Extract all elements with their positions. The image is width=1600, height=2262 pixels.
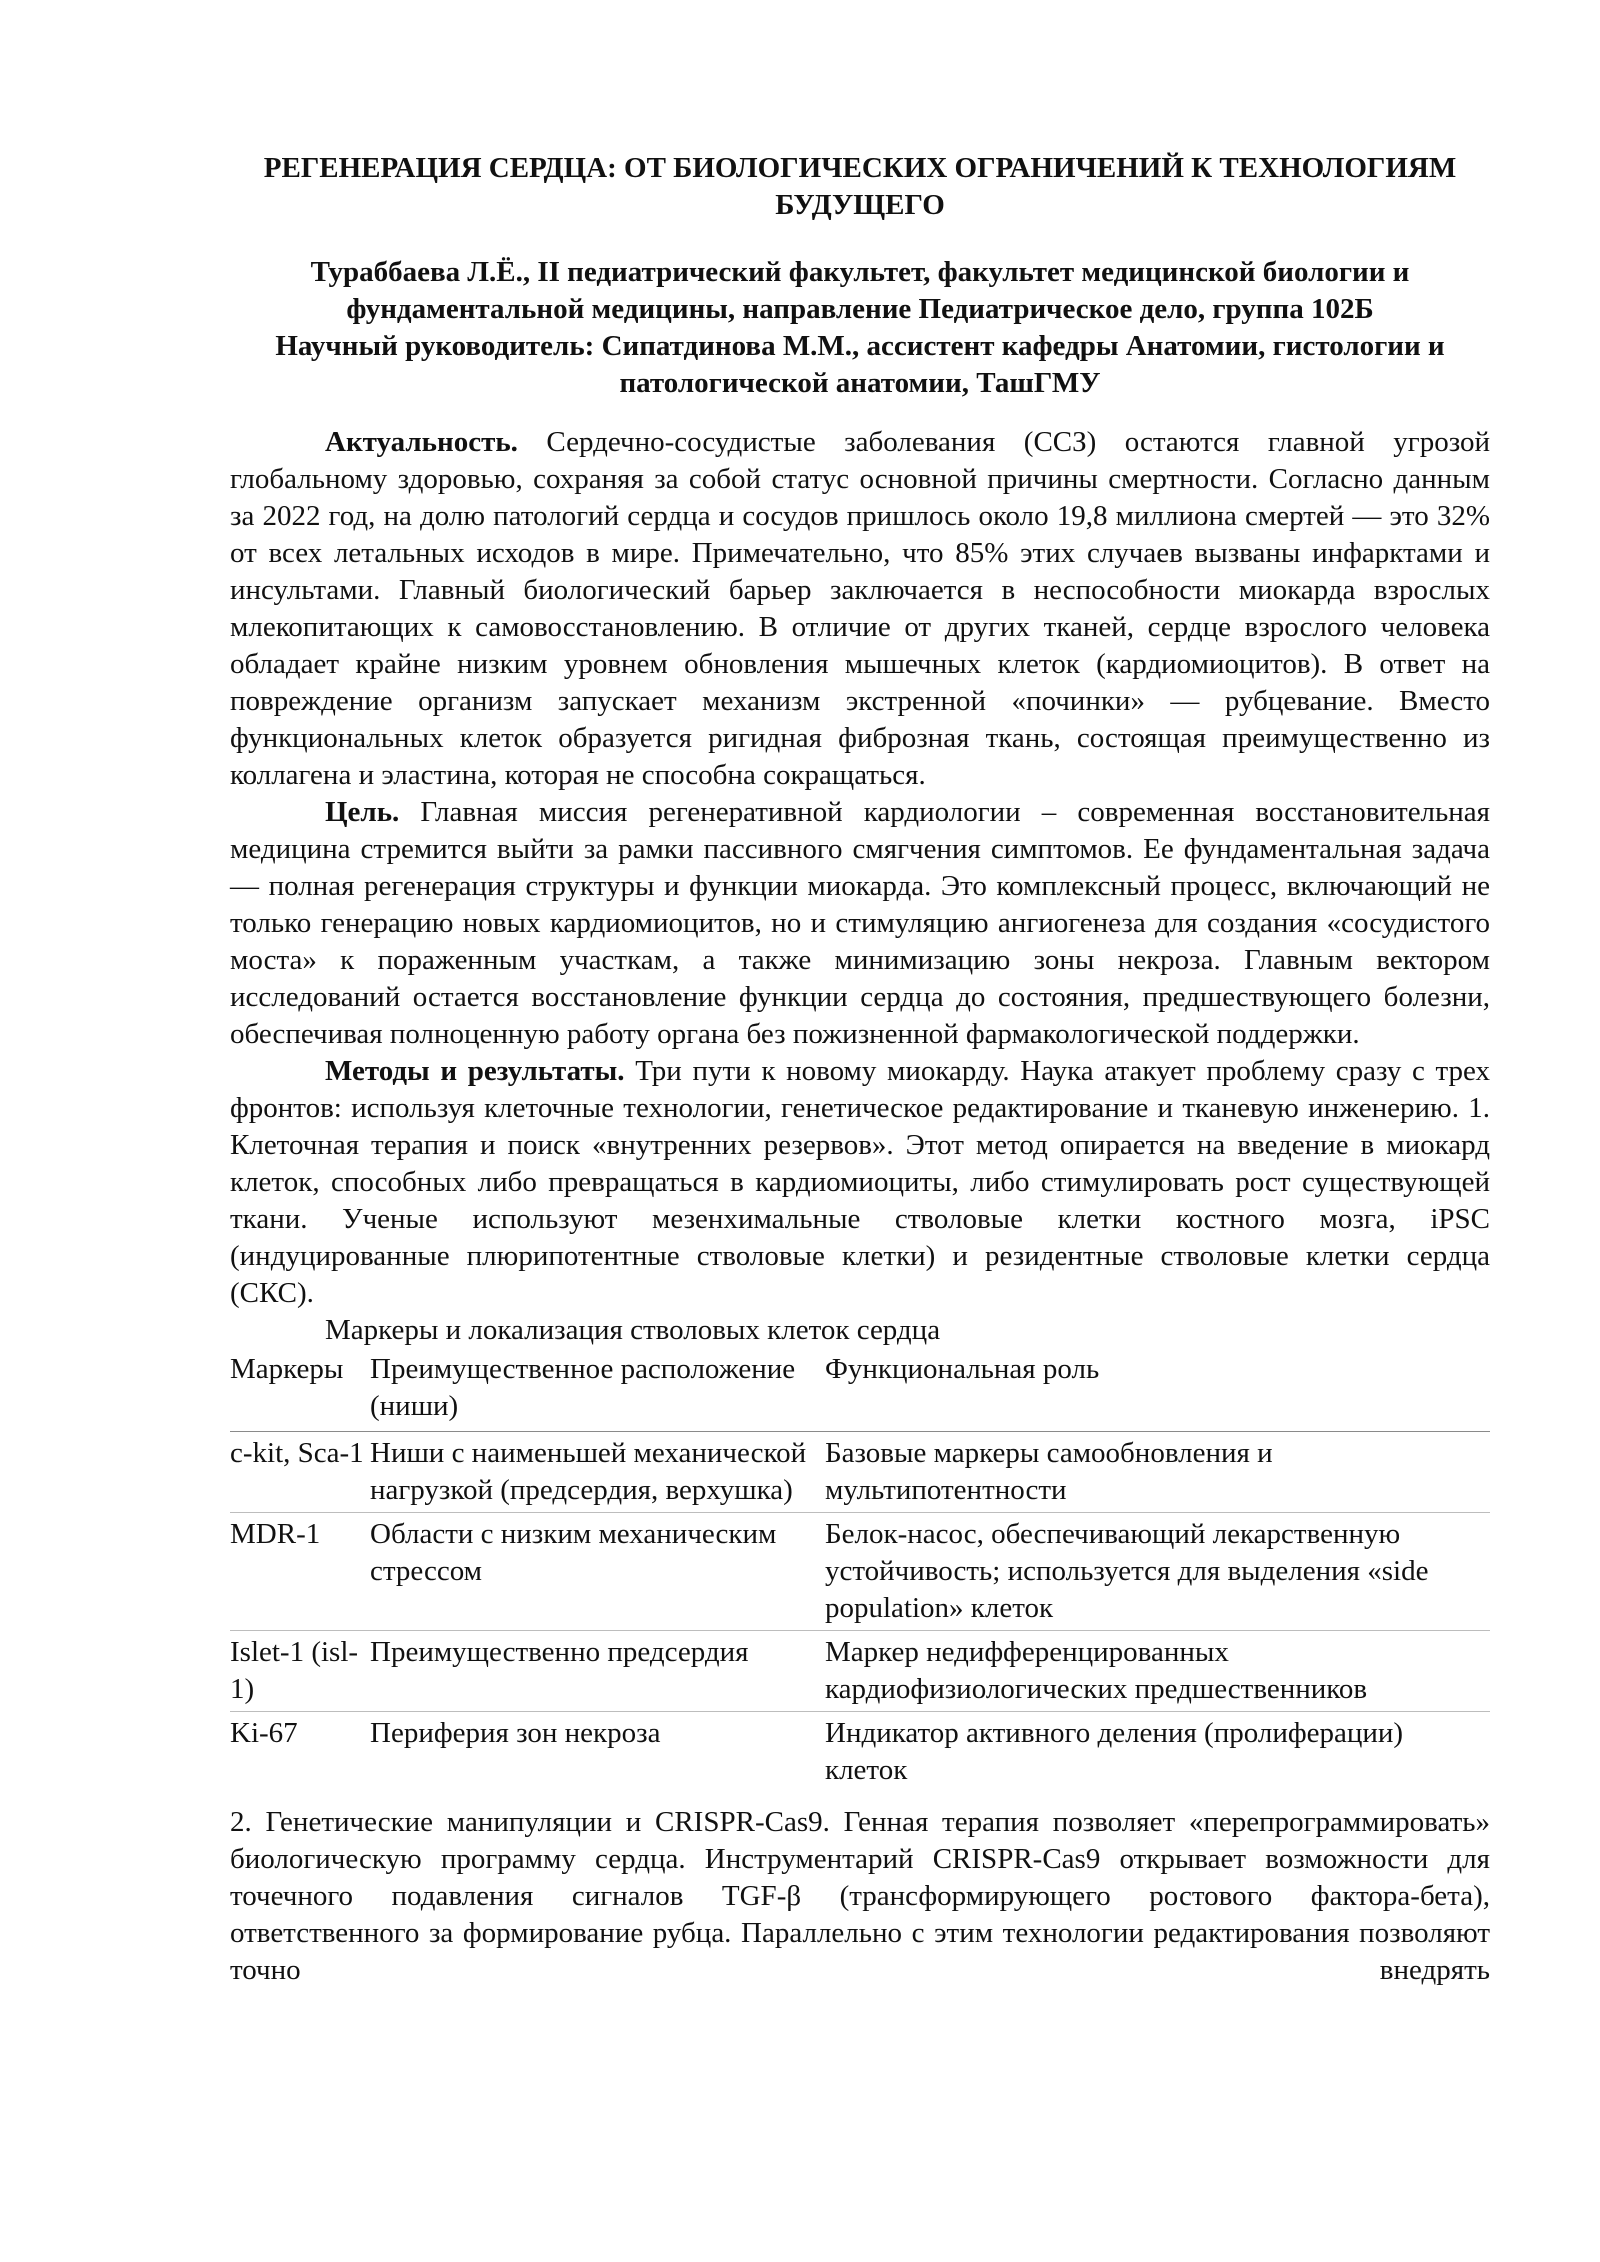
methods-paragraph	[230, 1053, 1490, 1312]
genetic-paragraph: 2. Генетические манипуляции и CRISPR-Cas9. Генная терапия позволяет «перепрограммировать» биологическую программу сердца. Инструментарий CRISPR-Cas9 открывает возможности для точечного подавления сигналов TGF-β (трансформирующего ростового фактора-бета), ответственного за формирование рубца. Параллельно с этим технологии редактирования позволяют точно внедрять	[230, 1806, 1490, 1986]
paper-title: РЕГЕНЕРАЦИЯ СЕРДЦА: ОТ БИОЛОГИЧЕСКИХ ОГРАНИЧЕНИЙ К ТЕХНОЛОГИЯМ БУДУЩЕГО	[263, 152, 1457, 221]
methods-text: Три пути к новому миокарду. Наука атакует проблему сразу с трех фронтов: используя клеточные технологии, генетическое редактирование и тканевую инженерию. 1. Клеточная терапия и поиск «внутренних резервов». Этот метод опирается на введение в миокард клеток, способных либо превращаться в кардиомиоциты, либо стимулировать рост существующей ткани. Ученые используют мезенхимальные стволовые клетки костного мозга, iPSC (индуцированные плюрипотентные стволовые клетки) и резидентные стволовые клетки сердца (СКС).	[230, 1055, 1491, 1309]
table-row	[230, 1631, 1490, 1712]
table-row	[230, 1432, 1490, 1513]
goal-paragraph	[230, 794, 1490, 1053]
cell-location: Области с низким механическим стрессом	[370, 1513, 825, 1631]
cell-marker: MDR-1	[230, 1513, 370, 1631]
cell-location: Ниши с наименьшей механической нагрузкой (предсердия, верхушка)	[370, 1432, 825, 1513]
header-location: Преимущественное расположение (ниши)	[370, 1353, 796, 1422]
table-header-row	[230, 1349, 1490, 1432]
table-caption: Маркеры и локализация стволовых клеток сердца	[325, 1314, 941, 1346]
markers-table	[230, 1349, 1490, 1792]
cell-role: Базовые маркеры самообновления и мультипотентности	[825, 1432, 1490, 1513]
goal-text: Главная миссия регенеративной кардиологии – современная восстановительная медицина стремится выйти за рамки пассивного смягчения симптомов. Ее фундаментальная задача — полная регенерация структуры и функции миокарда. Это комплексный процесс, включающий не только генерацию новых кардиомиоцитов, но и стимуляцию ангиогенеза для создания «сосудистого моста» к пораженным участкам, а также минимизацию зоны некроза. Главным вектором исследований остается восстановление функции сердца до состояния, предшествующего болезни, обеспечивая полноценную работу органа без пожизненной фармакологической поддержки.	[230, 796, 1490, 1050]
cell-role: Маркер недифференцированных кардиофизиологических предшественников	[825, 1631, 1490, 1712]
relevance-text: Сердечно-сосудистые заболевания (ССЗ) остаются главной угрозой глобальному здоровью, сохраняя за собой статус основной причины смертности. Согласно данным за 2022 год, на долю патологий сердца и сосудов пришлось около 19,8 миллиона смертей — это 32% от всех летальных исходов в мире. Примечательно, что 85% этих случаев вызваны инфарктами и инсультами. Главный биологический барьер заключается в неспособности миокарда взрослых млекопитающих к самовосстановлению. В отличие от других тканей, сердце взрослого человека обладает крайне низким уровнем обновления мышечных клеток (кардиомиоцитов). В ответ на повреждение организм запускает механизм экстренной «починки» — рубцевание. Вместо функциональных клеток образуется ригидная фиброзная ткань, состоящая преимущественно из коллагена и эластина, которая не способна сокращаться.	[230, 426, 1491, 791]
cell-role: Индикатор активного деления (пролиферации) клеток	[825, 1712, 1490, 1793]
cell-marker: Ki-67	[230, 1712, 370, 1793]
relevance-heading: Актуальность.	[325, 426, 518, 458]
author-affiliation: Тураббаева Л.Ё., II педиатрический факультет, факультет медицинской биологии и фундаментальной медицины, направление Педиатрическое дело, группа 102Б	[310, 256, 1410, 325]
table-row	[230, 1513, 1490, 1631]
header-markers: Маркеры	[230, 1353, 344, 1385]
table-row	[230, 1712, 1490, 1793]
cell-role: Белок-насос, обеспечивающий лекарственную устойчивость; используется для выделения «side population» клеток	[825, 1513, 1490, 1631]
cell-location: Преимущественно предсердия	[370, 1631, 825, 1712]
cell-marker: Islet-1 (isl-1)	[230, 1631, 370, 1712]
cell-location: Периферия зон некроза	[370, 1712, 825, 1793]
header-role: Функциональная роль	[825, 1353, 1100, 1385]
relevance-paragraph	[230, 424, 1490, 794]
methods-heading: Методы и результаты.	[325, 1055, 625, 1087]
goal-heading: Цель.	[325, 796, 400, 828]
author-block	[230, 254, 1490, 402]
cell-marker: c-kit, Sca-1	[230, 1432, 370, 1513]
supervisor-affiliation: Научный руководитель: Сипатдинова М.М., ассистент кафедры Анатомии, гистологии и патологической анатомии, ТашГМУ	[275, 330, 1445, 399]
